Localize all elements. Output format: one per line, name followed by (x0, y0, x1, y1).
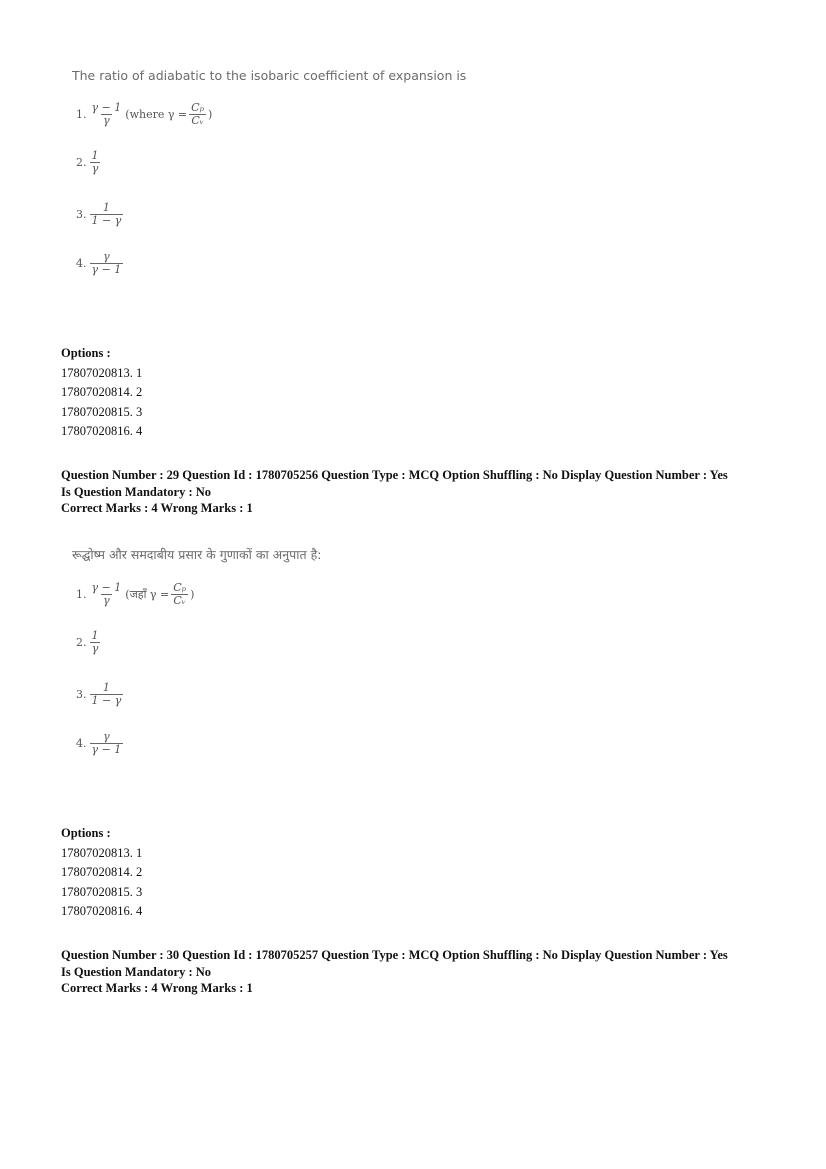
fraction: $\frac{\gamma - 1}{\gamma}$ (91, 101, 122, 127)
image-option-3: 3. $\frac{1}{1 - \gamma}$ (76, 201, 122, 227)
marks-line: Correct Marks : 4 Wrong Marks : 1 (61, 501, 253, 515)
question-image-english (72, 68, 466, 83)
question-meta (61, 467, 728, 517)
image-option-1: 1. $\frac{\gamma - 1}{\gamma}$ (जहाँ γ = $\frac{\text{Cₚ}}{\text{Cᵥ}}$ ) (76, 581, 195, 607)
image-option-2: 2. $\frac{1}{\gamma}$ (76, 629, 99, 655)
option-item: 17807020815. 3 (61, 884, 143, 899)
option-item: 17807020816. 4 (61, 424, 143, 439)
option-item: 17807020814. 2 (61, 385, 143, 400)
question-meta (61, 947, 728, 997)
option-number: 1. (76, 107, 87, 121)
image-option-4: 4. $\frac{\gamma}{\gamma - 1}$ (76, 730, 122, 756)
question-info-line: Question Number : 29 Question Id : 1780705256 Question Type : MCQ Option Shuffling : No Display Question Number : Yes (61, 468, 728, 482)
image-option-1 (76, 102, 212, 126)
options-list (61, 344, 142, 442)
mandatory-line: Is Question Mandatory : No (61, 484, 212, 499)
mandatory-line: Is Question Mandatory : No (61, 964, 212, 979)
image-option-3: 3. $\frac{1}{1 - \gamma}$ (76, 681, 122, 707)
options-label: Options : (61, 346, 111, 360)
gamma-definition: (where γ = $\frac{\text{Cₚ}}{\text{Cᵥ}}$ ) (125, 101, 213, 127)
marks-line: Correct Marks : 4 Wrong Marks : 1 (61, 981, 253, 995)
option-item: 17807020815. 3 (61, 404, 143, 419)
option-item: 17807020814. 2 (61, 865, 143, 880)
question-image-english-options (72, 98, 272, 288)
options-label: Options : (61, 826, 111, 840)
question-stem: The ratio of adiabatic to the isobaric coefficient of expansion is (72, 68, 467, 83)
gamma-definition: (जहाँ γ = $\frac{\text{Cₚ}}{\text{Cᵥ}}$ ) (125, 581, 195, 607)
question-image-hindi-options (72, 578, 272, 768)
option-item: 17807020813. 1 (61, 365, 143, 380)
options-list (61, 824, 142, 922)
option-item: 17807020813. 1 (61, 845, 143, 860)
image-option-4: 4. $\frac{\gamma}{\gamma - 1}$ (76, 250, 122, 276)
image-option-2: 2. $\frac{1}{\gamma}$ (76, 149, 99, 175)
question-image-hindi (72, 546, 321, 563)
option-item: 17807020816. 4 (61, 904, 143, 919)
question-info-line: Question Number : 30 Question Id : 1780705257 Question Type : MCQ Option Shuffling : No Display Question Number : Yes (61, 948, 728, 962)
question-stem: रूद्घोष्म और समदाबीय प्रसार के गुणाकों का अनुपात है: (72, 547, 322, 562)
